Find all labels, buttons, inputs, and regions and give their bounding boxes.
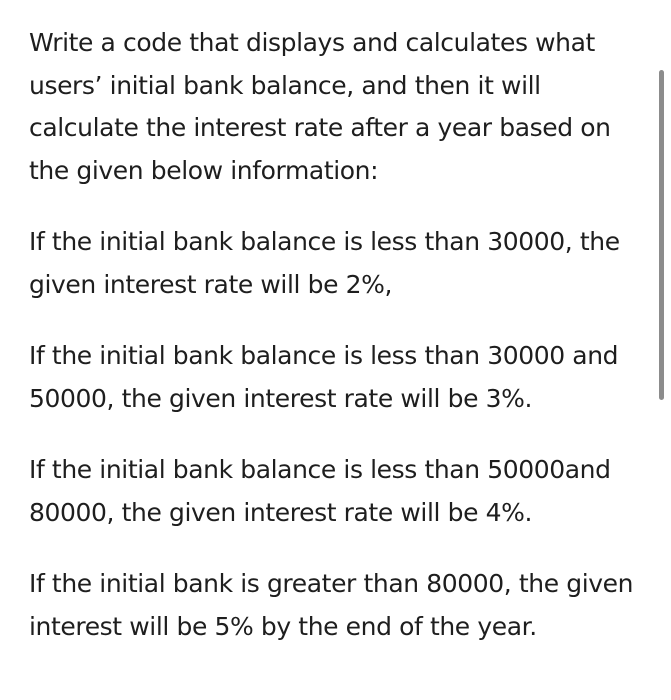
rule-paragraph-4-percent: If the initial bank balance is less than 50000and 80000, the given interest rate will be 4%. <box>29 455 611 527</box>
vertical-scrollbar[interactable] <box>659 70 664 400</box>
rule-paragraph-3-percent: If the initial bank balance is less than 30000 and 50000, the given interest rate will be 3%. <box>29 341 619 413</box>
rule-paragraph-5-percent: If the initial bank is greater than 80000, the given interest will be 5% by the end of the year. <box>29 569 634 641</box>
rule-paragraph-2-percent: If the initial bank balance is less than 30000, the given interest rate will be 2%, <box>29 227 620 299</box>
question-text <box>29 22 649 648</box>
intro-paragraph: Write a code that displays and calculates what users’ initial bank balance, and then it will calculate the interest rate after a year based on the given below information: <box>29 28 611 185</box>
